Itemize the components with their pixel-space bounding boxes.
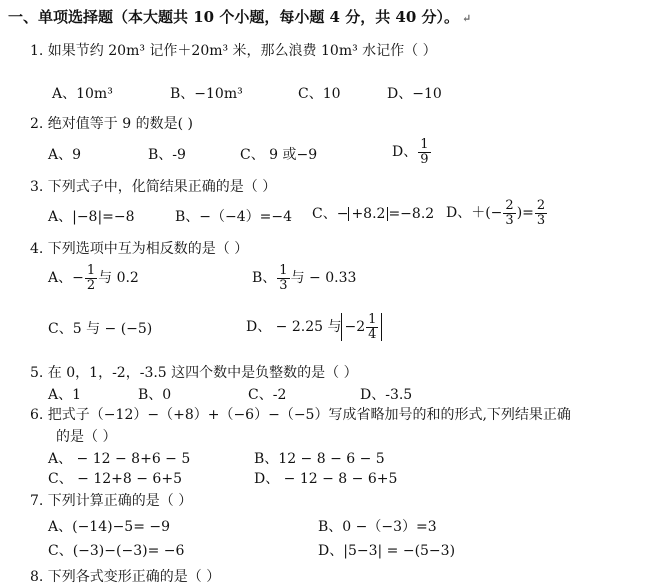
header-text: 一、单项选择题（本大题共 10 个小题，每小题 4 分，共 40 分）。	[8, 8, 460, 26]
q5-a-text: A、1	[48, 387, 82, 403]
q2-d-denominator: 9	[420, 151, 429, 167]
q6-c-text: C、 − 12+8 − 6+5	[48, 471, 182, 487]
question-1-stem	[30, 44, 437, 58]
q6-a-text: A、 − 12 − 8+6 − 5	[48, 451, 191, 467]
q4-d-abs-pre: −2	[344, 319, 366, 336]
question-6-stem-continued	[56, 430, 116, 444]
q5-stem-text: 5. 在 0，1，-2，-3.5 这四个数中是负整数的是（ ）	[30, 365, 358, 381]
q2-d-numerator: 1	[420, 137, 429, 152]
q4-a-fraction	[85, 264, 97, 292]
q1-b-text: B、−10m³	[170, 86, 243, 102]
question-6-stem	[30, 408, 571, 422]
q6-option-b[interactable]	[254, 452, 385, 466]
q4-b-prefix: B、	[252, 270, 277, 287]
q3-b-text: B、−（−4）=−4	[175, 209, 293, 225]
question-7-stem	[30, 494, 192, 508]
q4-a-den: 2	[86, 277, 96, 293]
q4-c-text: C、5 与 − (−5)	[48, 321, 153, 337]
q6-option-a[interactable]	[48, 452, 190, 466]
question-5-stem	[30, 366, 358, 380]
question-8-stem	[30, 570, 220, 584]
q2-c-text: C、 9 或−9	[240, 147, 318, 163]
q4-option-b[interactable]	[252, 264, 356, 292]
q3-option-b[interactable]	[175, 210, 292, 224]
q3-d-fraction-1	[503, 199, 515, 227]
q3-option-d[interactable]	[446, 199, 548, 227]
question-3-stem	[30, 180, 276, 194]
q6-b-text: B、12 − 8 − 6 − 5	[254, 451, 385, 467]
q4-b-num: 1	[279, 263, 288, 278]
q4-option-c[interactable]	[48, 322, 152, 336]
q2-a-text: A、9	[48, 147, 82, 163]
q5-option-c[interactable]	[248, 388, 286, 402]
q2-d-fraction	[418, 138, 430, 166]
section-header	[8, 10, 471, 25]
q3-d-num-1: 2	[505, 198, 514, 213]
q1-c-text: C、10	[298, 86, 341, 102]
q6-stem-text: 6. 把式子（−12）−（+8）+（−6）−（−5）写成省略加号的和的形式,下列结果正确	[30, 407, 571, 423]
q3-d-prefix: D、＋(−	[446, 205, 503, 222]
q5-option-b[interactable]	[138, 388, 171, 402]
q3-c-prefix: C、−	[312, 206, 349, 222]
q5-option-a[interactable]	[48, 388, 81, 402]
q6-stem2-text: 的是（ ）	[56, 429, 117, 445]
q7-a-text: A、(−14)−5= −9	[48, 519, 171, 535]
q4-b-den: 3	[279, 277, 288, 293]
q7-stem-text: 7. 下列计算正确的是（ ）	[30, 493, 193, 509]
q2-b-text: B、-9	[148, 147, 186, 163]
q3-stem-text: 3. 下列式子中，化简结果正确的是（ ）	[30, 179, 277, 195]
q6-option-c[interactable]	[48, 472, 182, 486]
q3-d-num-2: 2	[536, 198, 546, 213]
q1-stem-text: 1. 如果节约 20m³ 记作＋20m³ 米，那么浪费 10m³ 水记作（ ）	[30, 43, 437, 59]
q3-a-text: A、|−8|=−8	[48, 209, 135, 225]
q3-d-den-2: 3	[536, 212, 546, 228]
q3-d-fraction-2	[535, 199, 547, 227]
q2-option-b[interactable]	[148, 148, 186, 162]
q1-option-a[interactable]	[52, 87, 113, 101]
q2-option-d[interactable]	[392, 138, 432, 166]
q4-d-num: 1	[368, 312, 377, 327]
q4-d-fraction	[366, 313, 378, 341]
q2-option-c[interactable]	[240, 148, 317, 162]
q7-d-text: D、|5−3| = −(5−3)	[318, 543, 456, 559]
q3-c-abs-value: +8.2	[348, 207, 388, 221]
q4-a-num: 1	[86, 263, 96, 278]
q5-option-d[interactable]	[360, 388, 412, 402]
q4-d-abs-value	[341, 313, 382, 341]
q2-option-a[interactable]	[48, 148, 81, 162]
q7-option-c[interactable]	[48, 544, 184, 558]
q5-b-text: B、0	[138, 387, 172, 403]
question-4-stem	[30, 242, 248, 256]
q7-option-d[interactable]	[318, 544, 455, 558]
question-2-stem	[30, 117, 193, 131]
q2-d-prefix: D、	[392, 144, 418, 161]
q5-c-text: C、-2	[248, 387, 287, 403]
q5-d-text: D、-3.5	[360, 387, 413, 403]
q3-d-den-1: 3	[505, 212, 514, 228]
q4-stem-text: 4. 下列选项中互为相反数的是（ ）	[30, 241, 249, 257]
q4-a-suffix: 与 0.2	[98, 270, 139, 287]
q3-d-mid: )=	[516, 205, 534, 222]
q7-c-text: C、(−3)−(−3)= −6	[48, 543, 185, 559]
q1-d-text: D、−10	[387, 86, 442, 102]
q4-option-a[interactable]	[48, 264, 139, 292]
q2-stem-text: 2. 绝对值等于 9 的数是( )	[30, 116, 193, 132]
q1-a-text: A、10m³	[52, 86, 113, 102]
q3-option-c[interactable]	[312, 207, 434, 221]
q4-a-prefix: A、−	[48, 270, 84, 287]
q4-d-prefix: D、 − 2.25 与	[246, 319, 342, 336]
q1-option-c[interactable]	[298, 87, 341, 101]
q4-option-d[interactable]	[246, 313, 382, 341]
q7-b-text: B、0 −（−3）=3	[318, 519, 437, 535]
q1-option-b[interactable]	[170, 87, 243, 101]
q4-d-den: 4	[368, 326, 377, 342]
return-mark-icon: ↵	[462, 12, 472, 25]
q4-b-fraction	[277, 264, 289, 292]
q8-stem-text: 8. 下列各式变形正确的是（ ）	[30, 569, 221, 585]
q7-option-b[interactable]	[318, 520, 437, 534]
q6-d-text: D、 − 12 − 8 − 6+5	[254, 471, 398, 487]
q3-c-suffix: =−8.2	[388, 206, 435, 222]
q3-option-a[interactable]	[48, 210, 135, 224]
q7-option-a[interactable]	[48, 520, 170, 534]
q4-b-suffix: 与 − 0.33	[290, 270, 357, 287]
q6-option-d[interactable]	[254, 472, 397, 486]
q1-option-d[interactable]	[387, 87, 442, 101]
